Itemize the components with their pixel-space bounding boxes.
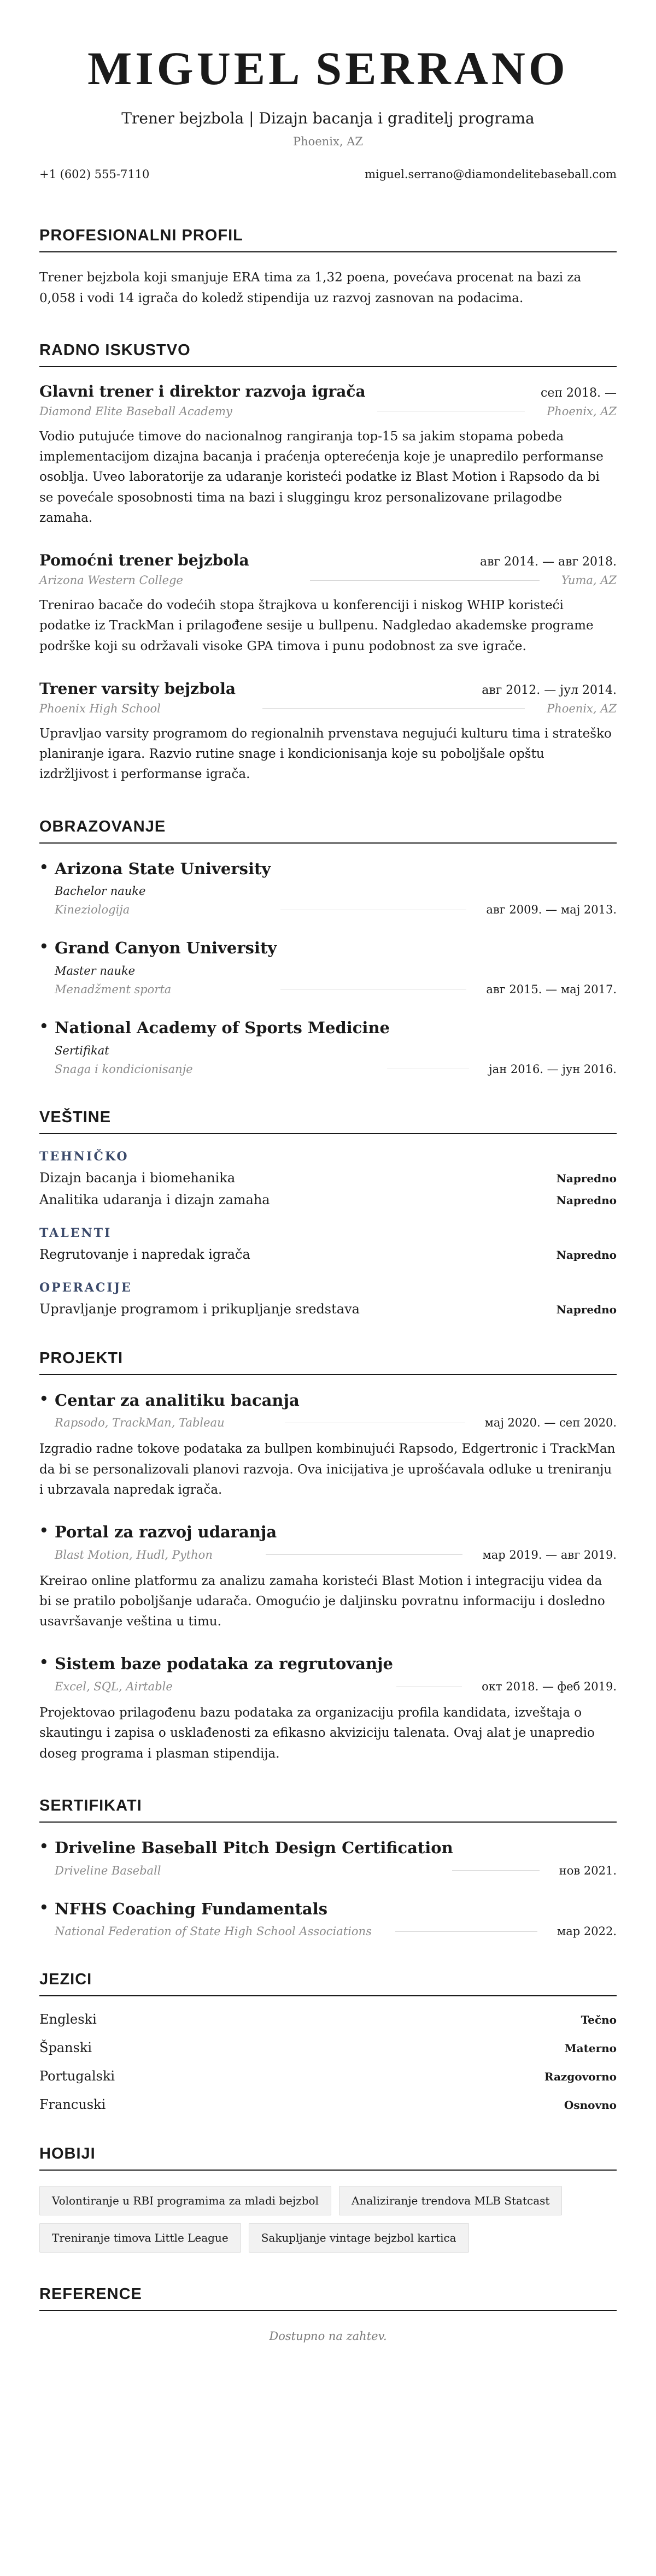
education-entry: [39, 859, 617, 917]
project-date: окт 2018. — феб 2019.: [482, 1680, 617, 1694]
skill-level: Napredno: [556, 1193, 617, 1207]
section-title-references: REFERENCE: [39, 2285, 617, 2311]
school-name: Arizona State University: [55, 859, 271, 878]
job-organization: Phoenix High School: [39, 702, 161, 715]
language-level: Materno: [564, 2042, 617, 2055]
project-entry: [39, 1654, 617, 1764]
job-title: Glavni trener i direktor razvoja igrača: [39, 382, 366, 400]
project-tools: Blast Motion, Hudl, Python: [55, 1548, 213, 1561]
job-title: Trener varsity bejzbola: [39, 679, 236, 698]
skill-group: [39, 1150, 617, 1207]
language-row: [39, 2068, 617, 2084]
section-title-languages: JEZICI: [39, 1971, 617, 1996]
school-name: Grand Canyon University: [55, 939, 277, 958]
language-level: Razgovorno: [544, 2070, 617, 2084]
bullet-icon: •: [39, 939, 49, 956]
skill-level: Napredno: [556, 1171, 617, 1185]
education-date: авг 2009. — мај 2013.: [486, 903, 617, 917]
bullet-icon: •: [39, 1899, 49, 1916]
project-title: Portal za razvoj udaranja: [55, 1523, 277, 1542]
divider: [452, 1870, 540, 1871]
skill-group: [39, 1281, 617, 1317]
project-description: Projektovao prilagođenu bazu podataka za organizaciju profila kandidata, izveštaja o skautingu i zapisa o usklađenosti za efikasno akviziciju talenata. Ovaj alat je unapredio doseg programa i plasman stipendija.: [39, 1706, 595, 1761]
job-location: Phoenix, AZ: [547, 404, 617, 418]
divider: [266, 1554, 462, 1555]
references-section: [39, 2285, 617, 2343]
job-organization: Diamond Elite Baseball Academy: [39, 404, 232, 418]
skills-section: [39, 1109, 617, 1317]
bullet-icon: •: [39, 1018, 49, 1035]
hobby-tag: Volontiranje u RBI programima za mladi bejzbol: [39, 2186, 331, 2215]
project-entry: [39, 1522, 617, 1632]
project-date: мај 2020. — сеп 2020.: [484, 1416, 617, 1430]
email-address: miguel.serrano@diamondelitebaseball.com: [365, 168, 617, 181]
language-level: Osnovno: [564, 2098, 617, 2112]
language-name: Engleski: [39, 2012, 97, 2027]
profile-text: Trener bejzbola koji smanjuje ERA tima za 1,32 poena, povećava procenat na bazi za 0,058 i vodi 14 igrača do koledž stipendija uz razvoj zasnovan na podacima.: [39, 270, 582, 305]
contact-row: [39, 168, 617, 181]
language-name: Francuski: [39, 2097, 106, 2113]
job-date: авг 2014. — авг 2018.: [480, 555, 617, 569]
certificate-title: Driveline Baseball Pitch Design Certification: [55, 1838, 453, 1857]
job-location: Phoenix, AZ: [547, 702, 617, 715]
hobby-tags: [39, 2186, 617, 2253]
hobby-tag: Sakupljanje vintage bejzbol kartica: [249, 2223, 469, 2253]
phone-number: +1 (602) 555-7110: [39, 168, 150, 181]
projects-section: [39, 1349, 617, 1764]
language-row: [39, 2097, 617, 2112]
skill-group: [39, 1226, 617, 1262]
divider: [395, 1931, 537, 1932]
skill-category: TEHNIČKO: [39, 1149, 129, 1164]
language-level: Tečno: [581, 2013, 617, 2027]
languages-section: [39, 1971, 617, 2112]
job-description: Vodio putujuće timove do nacionalnog rangiranja top-15 sa jakim stopama pobeda implementacijom dizajna bacanja i praćenja opterećenja koje je unapredilo performanse osoblja. Uveo laboratorije za udaranje koristeći podatke iz Blast Motion i Rapsodo da bi se povećale sposobnosti tima na bazi i sluggingu kroz personalizovane prilagodbe zamaha.: [39, 429, 604, 525]
skill-name: Analitika udaranja i dizajn zamaha: [39, 1192, 270, 1207]
job-entry: [39, 680, 617, 785]
skill-name: Upravljanje programom i prikupljanje sredstava: [39, 1301, 360, 1317]
section-title-certificates: SERTIFIKATI: [39, 1797, 617, 1823]
field-of-study: Kineziologija: [55, 903, 130, 917]
hobby-tag: Treniranje timova Little League: [39, 2223, 241, 2253]
profile-section: [39, 227, 617, 309]
project-tools: Rapsodo, TrackMan, Tableau: [55, 1416, 225, 1430]
job-date: сеп 2018. —: [541, 386, 617, 400]
project-date: мар 2019. — авг 2019.: [482, 1548, 617, 1561]
job-description: Trenirao bacače do vodećih stopa štrajkova u konferenciji i niskog WHIP koristeći podatke iz TrackMan i prilagođene sesije u bullpenu. Nadgledao akademske programe podrške koji su održavali visoke GPA timova i punu podobnost za sve igrače.: [39, 598, 594, 653]
field-of-study: Menadžment sporta: [55, 982, 172, 996]
section-title-hobbies: HOBIJI: [39, 2145, 617, 2171]
degree: Bachelor nauke: [55, 885, 146, 898]
education-date: јан 2016. — јун 2016.: [489, 1062, 617, 1076]
job-date: авг 2012. — јул 2014.: [482, 683, 617, 697]
language-row: [39, 2040, 617, 2055]
certificates-section: [39, 1797, 617, 1938]
references-text: Dostupno na zahtev.: [269, 2330, 387, 2343]
education-entry: [39, 1018, 617, 1076]
certificate-entry: [39, 1899, 617, 1938]
degree: Sertifikat: [55, 1044, 109, 1057]
candidate-name: MIGUEL SERRANO: [87, 42, 569, 95]
divider: [310, 580, 540, 581]
section-title-experience: RADNO ISKUSTVO: [39, 341, 617, 367]
degree: Master nauke: [55, 964, 136, 977]
skill-level: Napredno: [556, 1248, 617, 1262]
field-of-study: Snaga i kondicionisanje: [55, 1062, 193, 1076]
certificate-date: нов 2021.: [559, 1864, 617, 1877]
section-title-projects: PROJEKTI: [39, 1349, 617, 1375]
education-section: [39, 818, 617, 1076]
skill-category: OPERACIJE: [39, 1280, 132, 1295]
project-description: Izgradio radne tokove podataka za bullpen kombinujući Rapsodo, Edgertronic i TrackMan da bi se personalizovali planovi razvoja. Ova inicijativa je uprošćavala odluke u treniranju i ubrzavala napredak igrača.: [39, 1442, 616, 1497]
skill-name: Dizajn bacanja i biomehanika: [39, 1170, 236, 1186]
hobby-tag: Analiziranje trendova MLB Statcast: [339, 2186, 562, 2215]
language-row: [39, 2012, 617, 2027]
certificate-issuer: National Federation of State High School Associations: [55, 1925, 372, 1938]
project-title: Centar za analitiku bacanja: [55, 1390, 300, 1410]
bullet-icon: •: [39, 859, 49, 876]
project-title: Sistem baze podataka za regrutovanje: [55, 1654, 393, 1673]
project-tools: Excel, SQL, Airtable: [55, 1680, 173, 1694]
candidate-subtitle: Trener bejzbola | Dizajn bacanja i graditelj programa: [121, 109, 535, 128]
section-title-education: OBRAZOVANJE: [39, 818, 617, 844]
job-location: Yuma, AZ: [561, 574, 617, 587]
education-entry: [39, 938, 617, 996]
education-date: авг 2015. — мај 2017.: [486, 982, 617, 996]
section-title-skills: VEŠTINE: [39, 1109, 617, 1134]
experience-section: [39, 341, 617, 785]
job-organization: Arizona Western College: [39, 574, 183, 587]
language-name: Portugalski: [39, 2068, 115, 2084]
job-entry: [39, 382, 617, 528]
divider: [262, 708, 525, 709]
bullet-icon: •: [39, 1654, 49, 1671]
hobbies-section: [39, 2145, 617, 2253]
skill-level: Napredno: [556, 1302, 617, 1316]
certificate-date: мар 2022.: [557, 1925, 617, 1938]
bullet-icon: •: [39, 1838, 49, 1855]
project-description: Kreirao online platformu za analizu zamaha koristeći Blast Motion i integraciju videa da bi se pratilo poboljšanje udarača. Omogućio je daljinsku povratnu informaciju i dosledno usavršavanje veština u timu.: [39, 1573, 605, 1629]
skill-category: TALENTI: [39, 1225, 112, 1240]
job-entry: [39, 551, 617, 657]
bullet-icon: •: [39, 1390, 49, 1407]
job-title: Pomoćni trener bejzbola: [39, 551, 249, 570]
candidate-location: Phoenix, AZ: [293, 135, 363, 149]
bullet-icon: •: [39, 1523, 49, 1540]
section-title-profile: PROFESIONALNI PROFIL: [39, 227, 617, 252]
certificate-title: NFHS Coaching Fundamentals: [55, 1899, 328, 1918]
school-name: National Academy of Sports Medicine: [55, 1018, 390, 1037]
project-entry: [39, 1390, 617, 1500]
job-description: Upravljao varsity programom do regionalnih prvenstava negujući kulturu tima i strateško planiranje igara. Razvio rutine snage i kondicionisanja koje su poboljšale opštu izdržljivost i performanse igrača.: [39, 726, 612, 782]
skill-name: Regrutovanje i napredak igrača: [39, 1246, 250, 1262]
certificate-entry: [39, 1838, 617, 1877]
language-name: Španski: [39, 2040, 92, 2056]
certificate-issuer: Driveline Baseball: [55, 1864, 161, 1877]
